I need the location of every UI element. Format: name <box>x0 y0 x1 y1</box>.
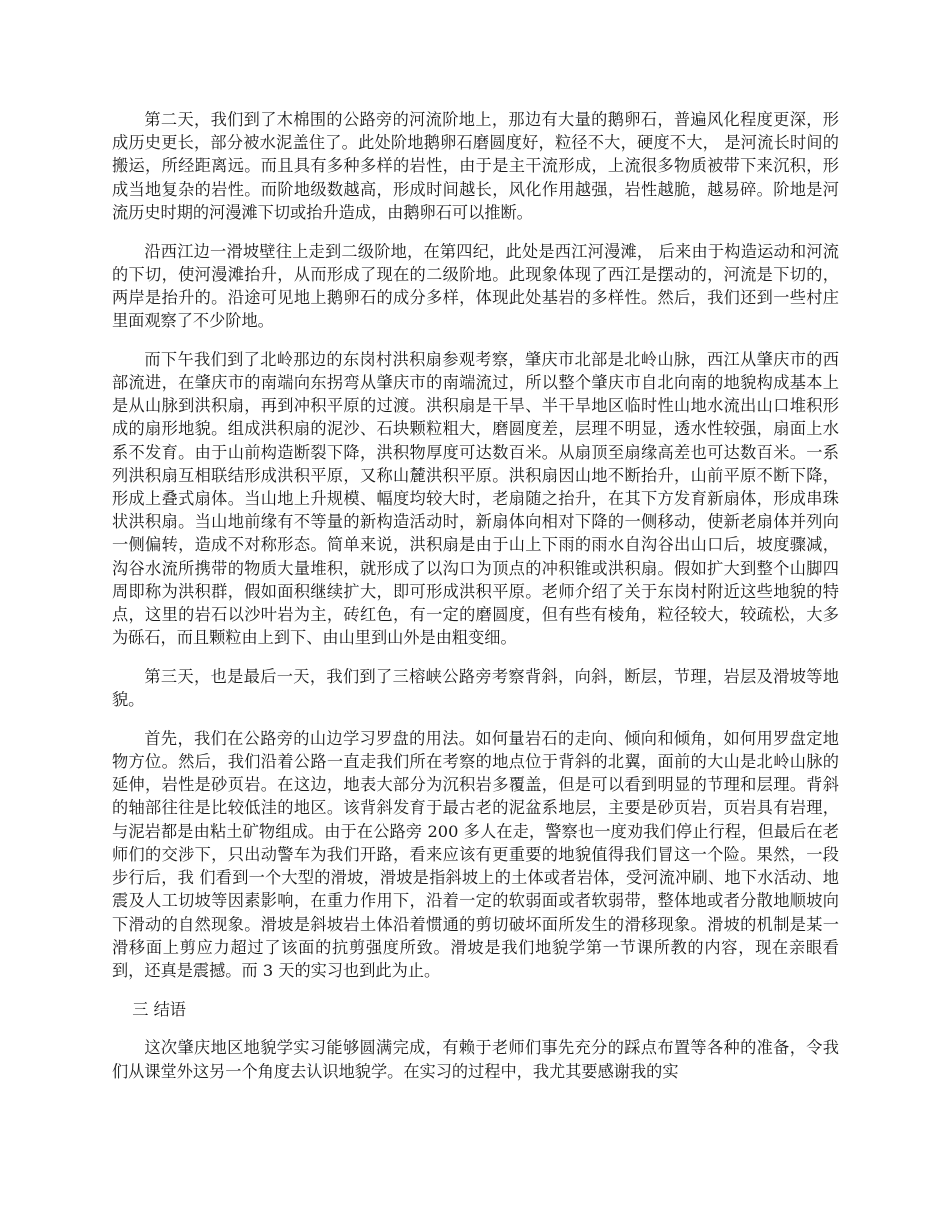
section-heading-conclusion: 三 结语 <box>132 999 186 1019</box>
paragraph-day-three: 第三天，也是最后一天，我们到了三榕峡公路旁考察背斜，向斜，断层，节理，岩层及滑坡等地貌。 <box>112 666 839 710</box>
paragraph-day-two: 第二天，我们到了木棉围的公路旁的河流阶地上，那边有大量的鹅卵石，普遍风化程度更深，形成历史更长，部分被水泥盖住了。此处阶地鹅卵石磨圆度好，粒径不大，硬度不大， 是河流长时间的搬运，所经距离远。而且具有多种多样的岩性，由于是主干流形成，上流很多物质被带下来沉积，形成当地复杂的岩性。而阶地级数越高，形成时间越长，风化作用越强，岩性越脆，越易碎。阶地是河流历史时期的河漫滩下切或抬升造成，由鹅卵石可以推断。 <box>112 110 839 222</box>
paragraph-conclusion: 这次肇庆地区地貌学实习能够圆满完成，有赖于老师们事先充分的踩点布置等各种的准备，令我们从课堂外这另一个角度去认识地貌学。在实习的过程中，我尤其要感谢我的实 <box>112 1038 839 1081</box>
paragraph-compass-landslide: 首先，我们在公路旁的山边学习罗盘的用法。如何量岩石的走向、倾向和倾角，如何用罗盘定地物方位。然后，我们沿着公路一直走我们所在考察的地点位于背斜的北翼，面前的大山是北岭山脉的延伸，岩性是砂页岩。在这边，地表大部分为沉积岩多覆盖，但是可以看到明显的节理和层理。背斜的轴部往往是比较低洼的地区。该背斜发育于最古老的泥盆系地层，主要是砂页岩，页岩具有岩理，与泥岩都是由粘土矿物组成。由于在公路旁 200 多人在走，警察也一度劝我们停止行程，但最后在老师们的交涉下，只出动警车为我们开路，看来应该有更重要的地貌值得我们冒这一个险。果然，一段步行后，我 们看到一个大型的滑坡，滑坡是指斜坡上的土体或者岩体，受河流冲刷、地下水活动、地震及人工切坡等因素影响，在重力作用下，沿着一定的软弱面或者软弱带，整体地或者分散地顺坡向下滑动的自然现象。滑坡是斜坡岩土体沿着惯通的剪切破坏面所发生的滑移现象。滑坡的机制是某一滑移面上剪应力超过了该面的抗剪强度所致。滑坡是我们地貌学第一节课所教的内容，现在亲眼看到，还真是震撼。而 3 天的实习也到此为止。 <box>112 728 839 980</box>
document-body <box>112 108 839 1098</box>
paragraph-alluvial-fan: 而下午我们到了北岭那边的东岗村洪积扇参观考察，肇庆市北部是北岭山脉，西江从肇庆市的西部流进，在肇庆市的南端向东拐弯从肇庆市的南端流过，所以整个肇庆市自北向南的地貌构成基本上是从山脉到洪积扇，再到冲积平原的过渡。洪积扇是干旱、半干旱地区临时性山地水流出山口堆积形成的扇形地貌。组成洪积扇的泥沙、石块颗粒粗大，磨圆度差，层理不明显，透水性较强，扇面上水系不发育。由于山前构造断裂下降，洪积物厚度可达数百米。从扇顶至扇缘高差也可达数百米。一系列洪积扇互相联结形成洪积平原，又称山麓洪积平原。洪积扇因山地不断抬升，山前平原不断下降，形成上叠式扇体。当山地上升规模、幅度均较大时，老扇随之抬升，在其下方发育新扇体，形成串珠状洪积扇。当山地前缘有不等量的新构造活动时，新扇体向相对下降的一侧移动，使新老扇体并列向一侧偏转，造成不对称形态。简单来说，洪积扇是由于山上下雨的雨水自沟谷出山口后，坡度骤减，沟谷水流所携带的物质大量堆积，就形成了以沟口为顶点的冲积锥或洪积扇。假如扩大到整个山脚四周即称为洪积群，假如面积继续扩大，即可形成洪积平原。老师介绍了关于东岗村附近这些地貌的特点，这里的岩石以沙叶岩为主，砖红色，有一定的磨圆度，但有些有棱角，粒径较大，较疏松，大多为砾石，而且颗粒由上到下、由山里到山外是由粗变细。 <box>112 349 839 648</box>
paragraph-second-terrace: 沿西江边一滑坡壁往上走到二级阶地，在第四纪，此处是西江河漫滩， 后来由于构造运动和河流的下切，使河漫滩抬升，从而形成了现在的二级阶地。此现象体现了西江是摆动的，河流是下切的，两岸是抬升的。沿途可见地上鹅卵石的成分多样，体现此处基岩的多样性。然后，我们还到一些村庄里面观察了不少阶地。 <box>112 241 839 331</box>
